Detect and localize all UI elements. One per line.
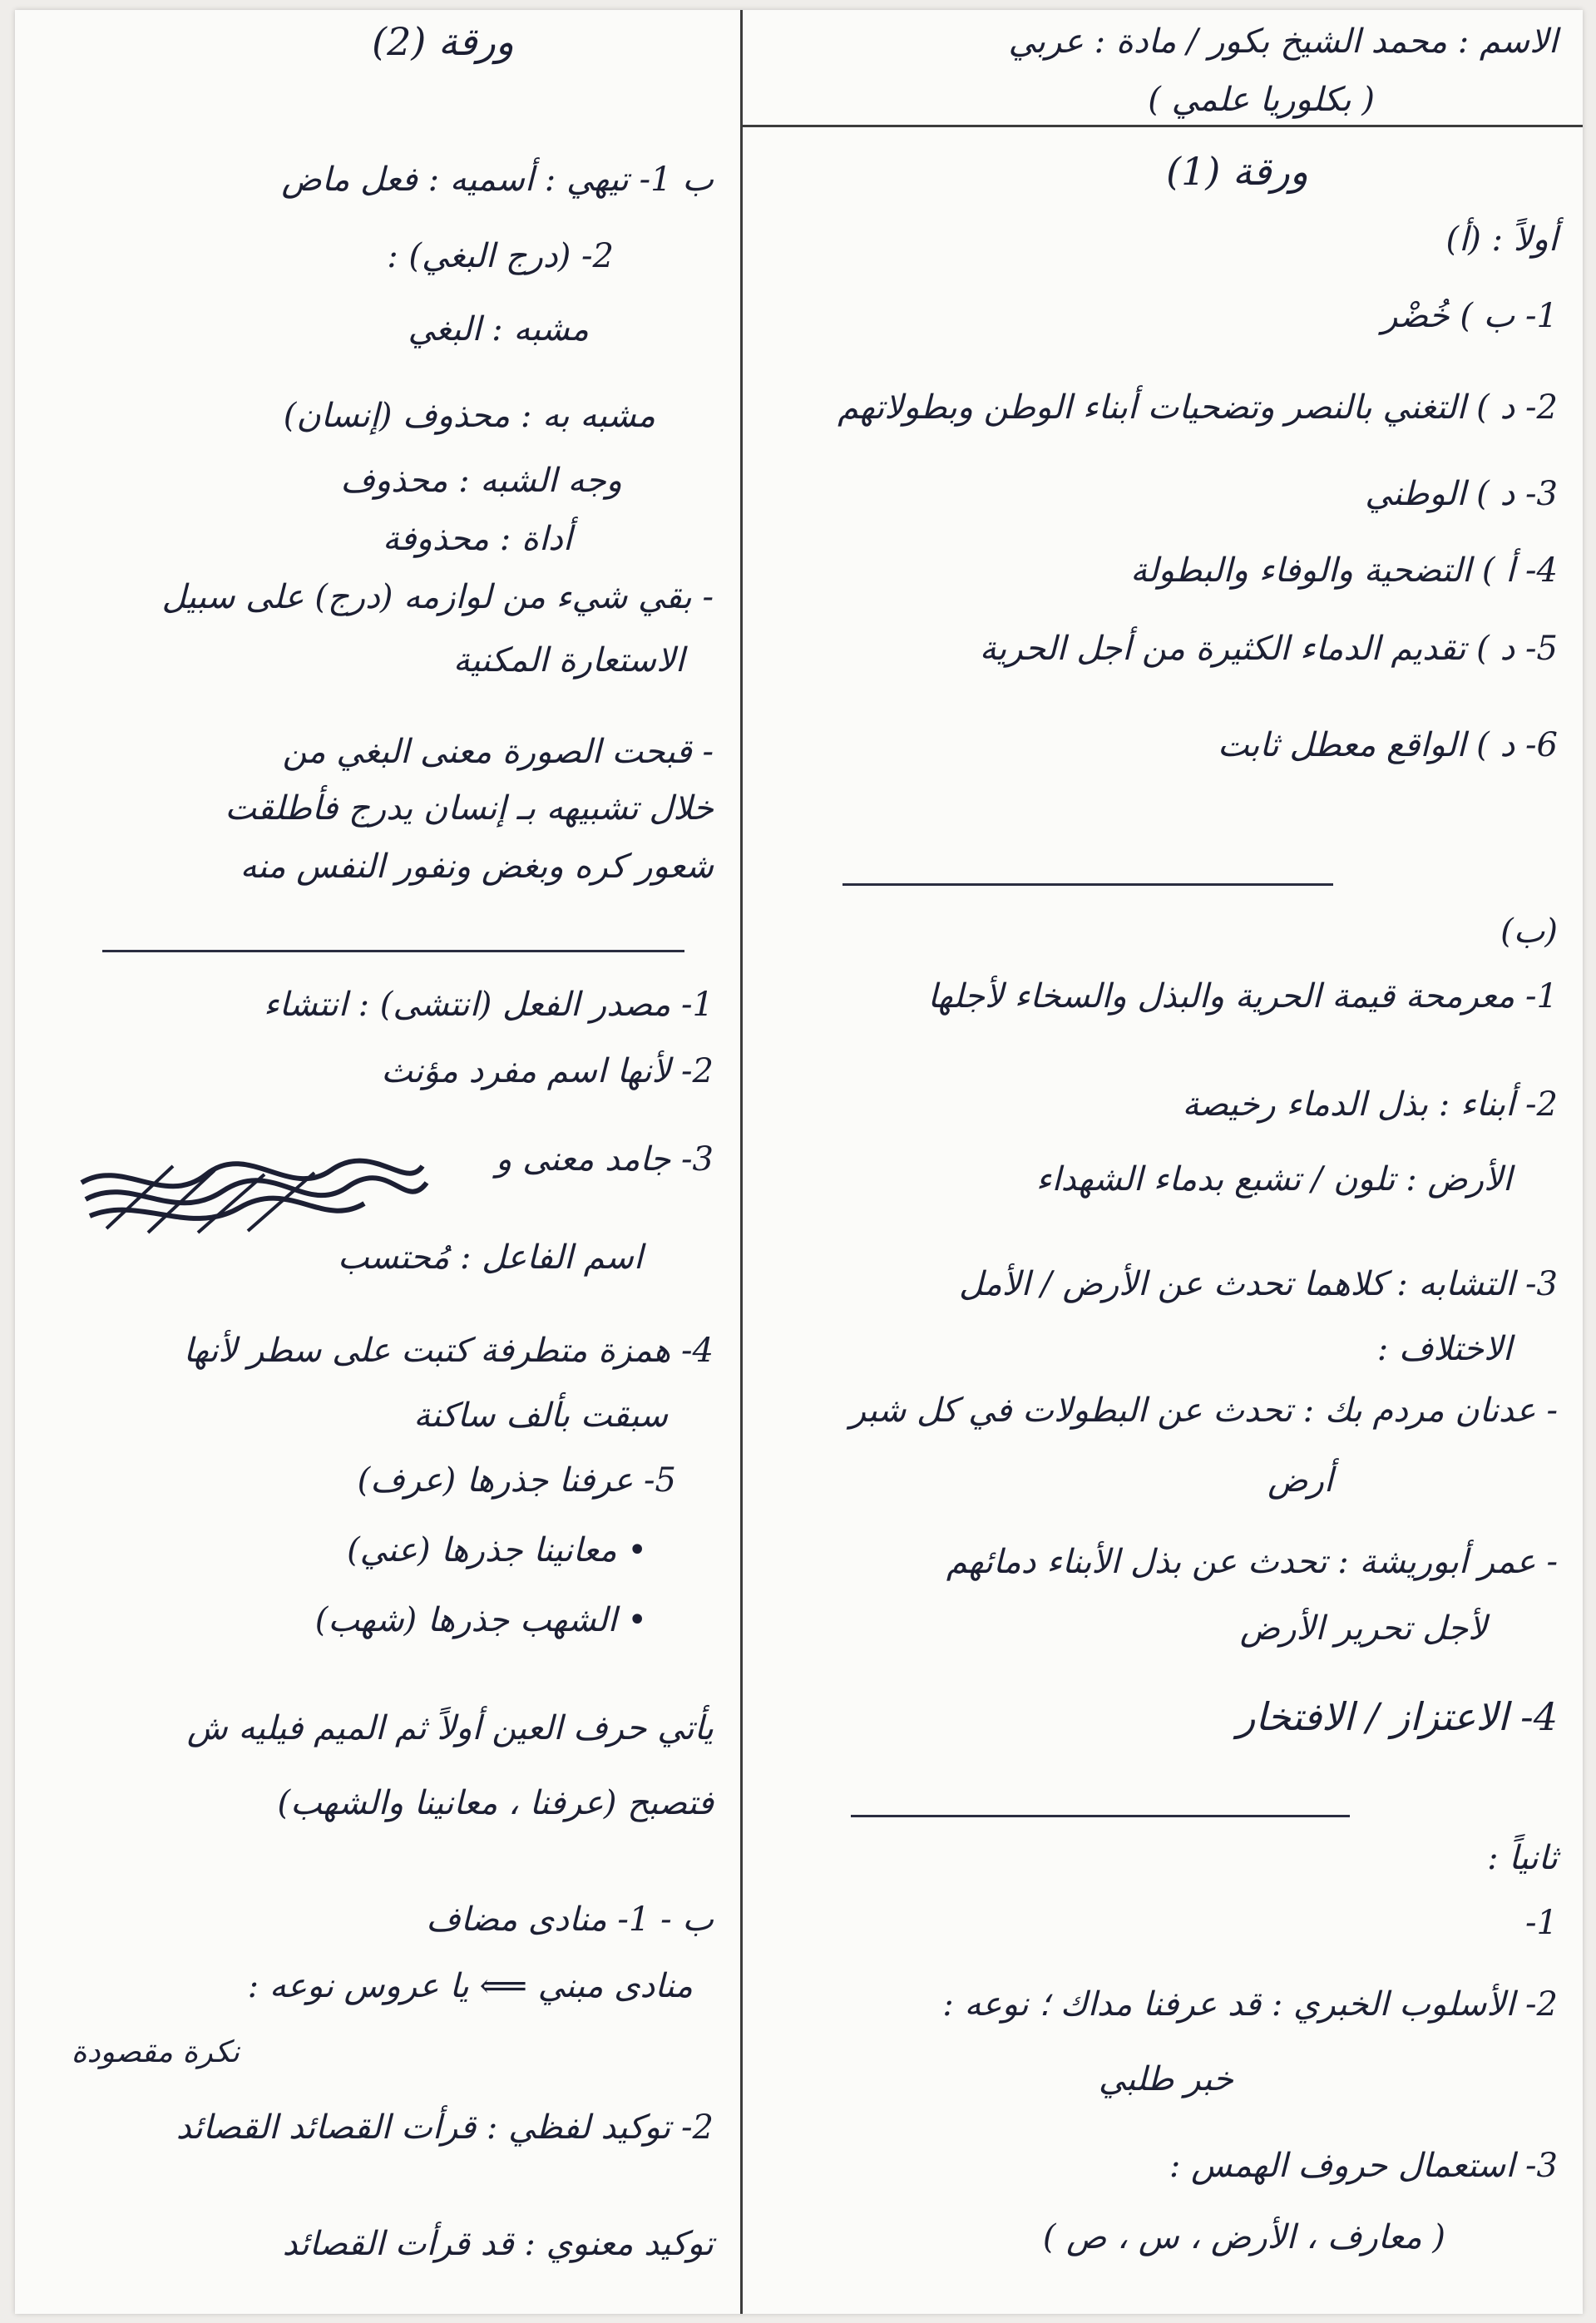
right-line: ( معارف ، الأرض ، س ، ص ) [1042, 2218, 1445, 2256]
right-line: 3- التشابه : كلاهما تحدث عن الأرض / الأمل [959, 1265, 1558, 1303]
left-line: 2- (درج البغي) : [387, 237, 614, 275]
left-line: فتصبح (عرفنا ، معانينا والشهب) [277, 1784, 714, 1822]
right-line: الاختلاف : [1376, 1330, 1512, 1368]
left-line: 2- لأنها اسم مفرد مؤنث [381, 1052, 714, 1090]
left-line: 3- جامد معنى و [496, 1140, 714, 1179]
section-rule [102, 950, 684, 952]
left-line: أداة : محذوفة [382, 520, 572, 558]
right-line: - عدنان مردم بك : تحدث عن البطولات في كل شبر [849, 1391, 1558, 1430]
left-line: 1- مصدر الفعل (انتشى) : انتشاء [263, 986, 714, 1024]
track-line: ( بكلوريا علمي ) [1148, 81, 1375, 119]
student-name-line: الاسم : محمد الشيخ بكور / مادة : عربي [1008, 22, 1558, 61]
left-line: - بقي شيء من لوازمه (درج) على سبيل [161, 578, 714, 616]
right-line: الأرض : تلون / تشبع بدماء الشهداء [1035, 1160, 1512, 1199]
right-line: 2- أبناء : بذل الدماء رخيصة [1182, 1085, 1558, 1124]
section-rule [842, 883, 1333, 886]
left-line: منادى مبني ⟸ يا عروس نوعه : [247, 1967, 693, 2005]
right-line: 1- معرمحة قيمة الحرية والبذل والسخاء لأجلها [927, 977, 1558, 1016]
left-line: 2- توكيد لفظي : قرأت القصائد القصائد [175, 2108, 714, 2147]
answer-sheet [15, 10, 1583, 2314]
left-line: 5- عرفنا جذرها (عرف) [357, 1461, 676, 1500]
crossed-out-scribble [73, 1149, 431, 1241]
right-line: 3- استعمال حروف الهمس : [1169, 2147, 1558, 2185]
left-line: سبقت بألف ساكنة [413, 1396, 668, 1435]
sheet-1-column [768, 10, 1558, 2314]
left-line: • الشهب جذرها (شهب) [314, 1601, 647, 1639]
left-line: مشبه : البغي [408, 310, 589, 348]
left-line: • معانينا جذرها (عني) [347, 1531, 647, 1569]
right-line: 3- د ) الوطني [1365, 475, 1558, 513]
left-line: شعور كره وبغض ونفور النفس منه [240, 848, 714, 886]
column-divider [740, 10, 743, 2314]
right-line: 4- أ ) التضحية والوفاء والبطولة [1130, 551, 1558, 590]
part-1-title: أولاً : (أ) [1445, 220, 1558, 259]
left-line: ب - 1- منادى مضاف [426, 1900, 714, 1939]
right-line: أرض [1267, 1461, 1333, 1500]
right-line: 2- الأسلوب الخبري : قد عرفنا مداك ؛ نوعه : [942, 1985, 1558, 2024]
right-line: 4- الاعتزاز / الافتخار [1237, 1694, 1558, 1739]
sheet-2-label: ورقة (2) [372, 19, 514, 64]
left-line: الاستعارة المكنية [452, 641, 684, 680]
part-b-title: (ب) [1500, 912, 1558, 951]
right-line: 6- د ) الواقع معطل ثابت [1217, 726, 1558, 764]
part-2-title: ثانياً : [1487, 1839, 1558, 1877]
right-line: 2- د ) التغني بالنصر وتضحيات أبناء الوطن وبطولاتهم [838, 388, 1558, 427]
sheet-1-label: ورقة (1) [1166, 149, 1308, 194]
right-line: - عمر أبوريشة : تحدث عن بذل الأبناء دمائهم [946, 1543, 1558, 1581]
left-line: - قبحت الصورة معنى البغي من [282, 733, 714, 771]
left-line: مشبه به : محذوف (إنسان) [283, 397, 655, 435]
right-line: 1- ب ) خُضْر [1381, 297, 1558, 335]
left-line: وجه الشبه : محذوف [340, 462, 622, 500]
right-line: 5- د ) تقديم الدماء الكثيرة من أجل الحرية [979, 630, 1558, 668]
left-line: ب 1- تيهي : أسميه : فعل ماض [281, 161, 714, 199]
left-line: يأتي حرف العين أولاً ثم الميم فيليه ش [186, 1709, 714, 1747]
left-line: نكرة مقصودة [71, 2035, 240, 2069]
right-line: 1- [1525, 1904, 1558, 1942]
sheet-2-column [48, 10, 714, 2314]
left-line: 4- همزة متطرفة كتبت على سطر لأنها [183, 1332, 714, 1370]
left-line: خلال تشبيهه بـ إنسان يدرج فأطلقت [225, 789, 714, 828]
section-rule [851, 1815, 1350, 1817]
right-line: لأجل تحرير الأرض [1239, 1609, 1487, 1648]
right-line: خبر طلبي [1098, 2060, 1233, 2098]
left-line: توكيد معنوي : قد قرأت القصائد [282, 2225, 714, 2263]
left-line: اسم الفاعل : مُحتسب [337, 1238, 643, 1277]
